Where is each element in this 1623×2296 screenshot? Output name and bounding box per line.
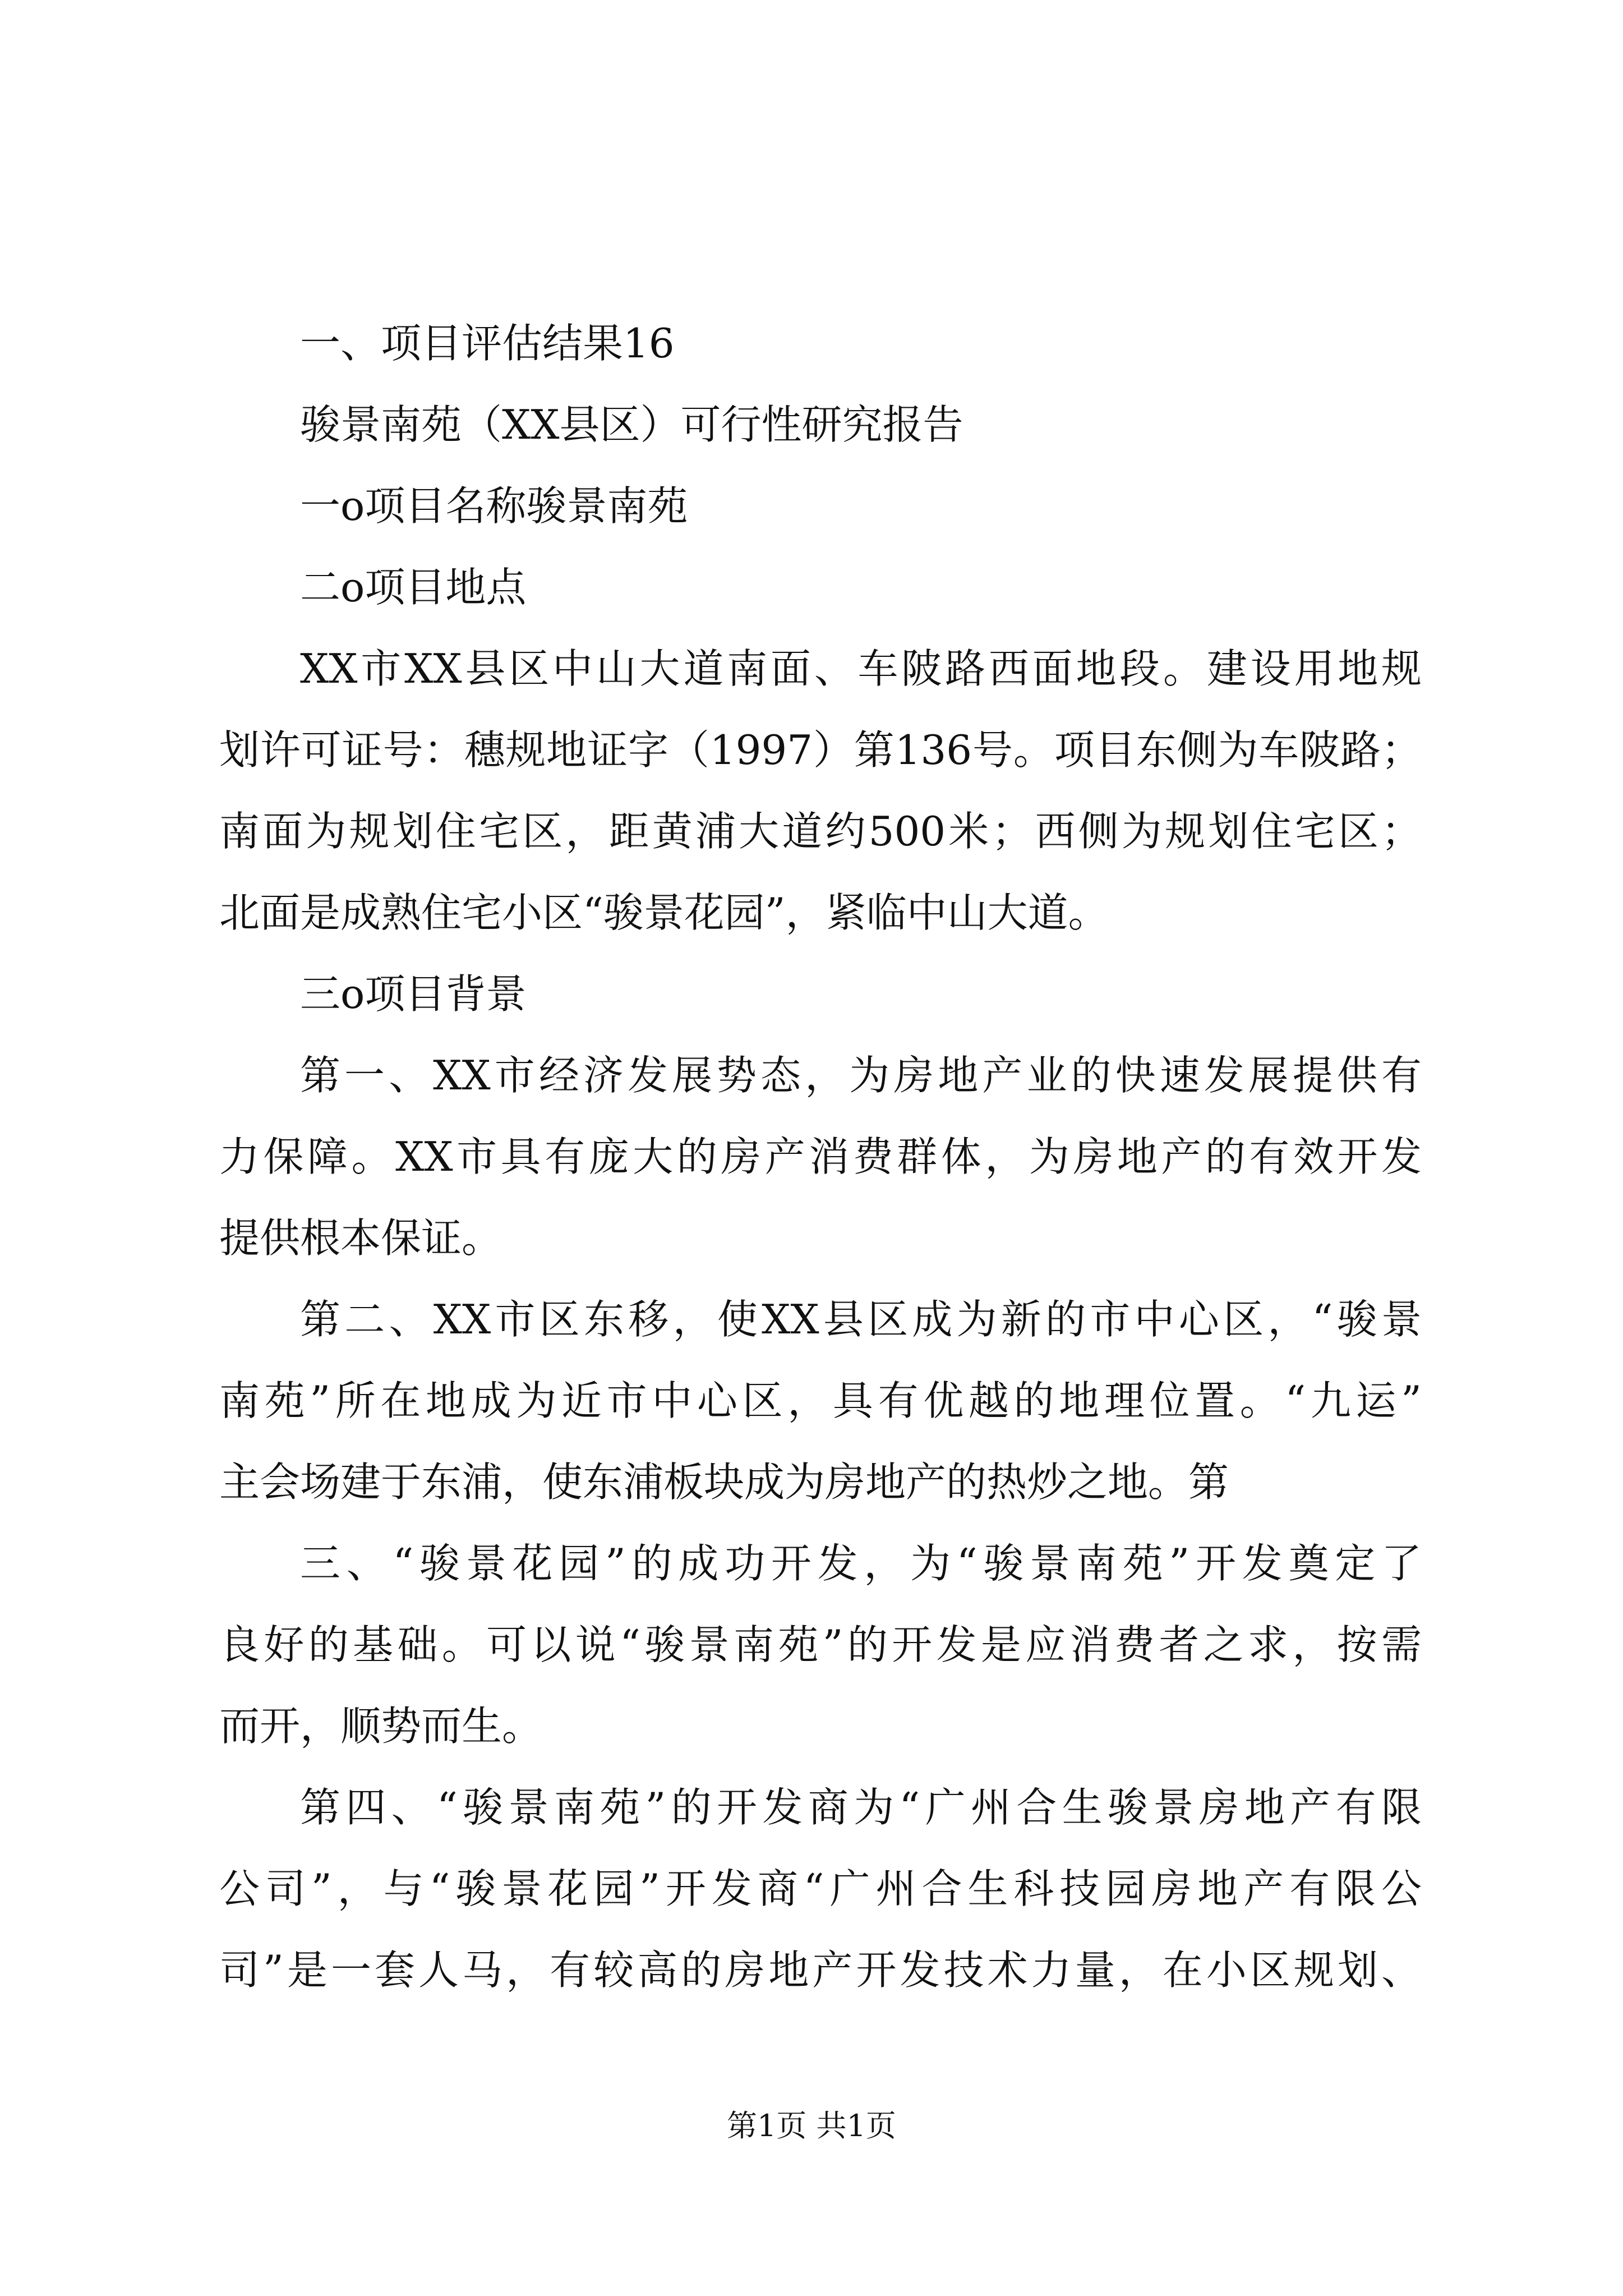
text-line: 北面是成熟住宅小区“骏景花园”，紧临中山大道。 bbox=[219, 889, 1109, 936]
text-line: 司”是一套人马，有较高的房地产开发技术力量，在小区规划、 bbox=[219, 1947, 1422, 1994]
text-line: 划许可证号：穗规地证字（1997）第136号。项目东侧为车陂路； bbox=[219, 726, 1422, 774]
text-line: 公司”，与“骏景花园”开发商“广州合生科技园房地产有限公 bbox=[219, 1865, 1422, 1912]
page-number: 第1页 共1页 bbox=[727, 2108, 896, 2143]
text-line: 三o项目背景 bbox=[300, 970, 527, 1018]
text-line: 第二、XX市区东移，使XX县区成为新的市中心区，“骏景 bbox=[300, 1296, 1422, 1343]
text-line: 良好的基础。可以说“骏景南苑”的开发是应消费者之求，按需 bbox=[219, 1621, 1422, 1668]
text-line: 力保障。XX市具有庞大的房产消费群体，为房地产的有效开发 bbox=[219, 1133, 1422, 1180]
text-line: 而开，顺势而生。 bbox=[219, 1703, 543, 1750]
text-line: XX市XX县区中山大道南面、车陂路西面地段。建设用地规 bbox=[300, 645, 1422, 692]
document-body bbox=[219, 303, 1422, 2011]
text-line: 第一、XX市经济发展势态，为房地产业的快速发展提供有 bbox=[300, 1052, 1422, 1099]
text-line: 一o项目名称骏景南苑 bbox=[300, 482, 688, 530]
text-line: 南苑”所在地成为近市中心区，具有优越的地理位置。“九运” bbox=[219, 1377, 1422, 1424]
text-line: 骏景南苑（XX县区）可行性研究报告 bbox=[300, 401, 963, 448]
text-line: 一、项目评估结果16 bbox=[300, 320, 675, 367]
text-line: 二o项目地点 bbox=[300, 564, 527, 611]
text-line: 提供根本保证。 bbox=[219, 1214, 502, 1262]
text-line: 第四、“骏景南苑”的开发商为“广州合生骏景房地产有限 bbox=[300, 1784, 1422, 1831]
text-line: 主会场建于东浦，使东浦板块成为房地产的热炒之地。第 bbox=[219, 1458, 1229, 1506]
text-line: 三、“骏景花园”的成功开发，为“骏景南苑”开发奠定了 bbox=[300, 1540, 1422, 1587]
text-line: 南面为规划住宅区，距黄浦大道约500米；西侧为规划住宅区； bbox=[219, 808, 1422, 855]
